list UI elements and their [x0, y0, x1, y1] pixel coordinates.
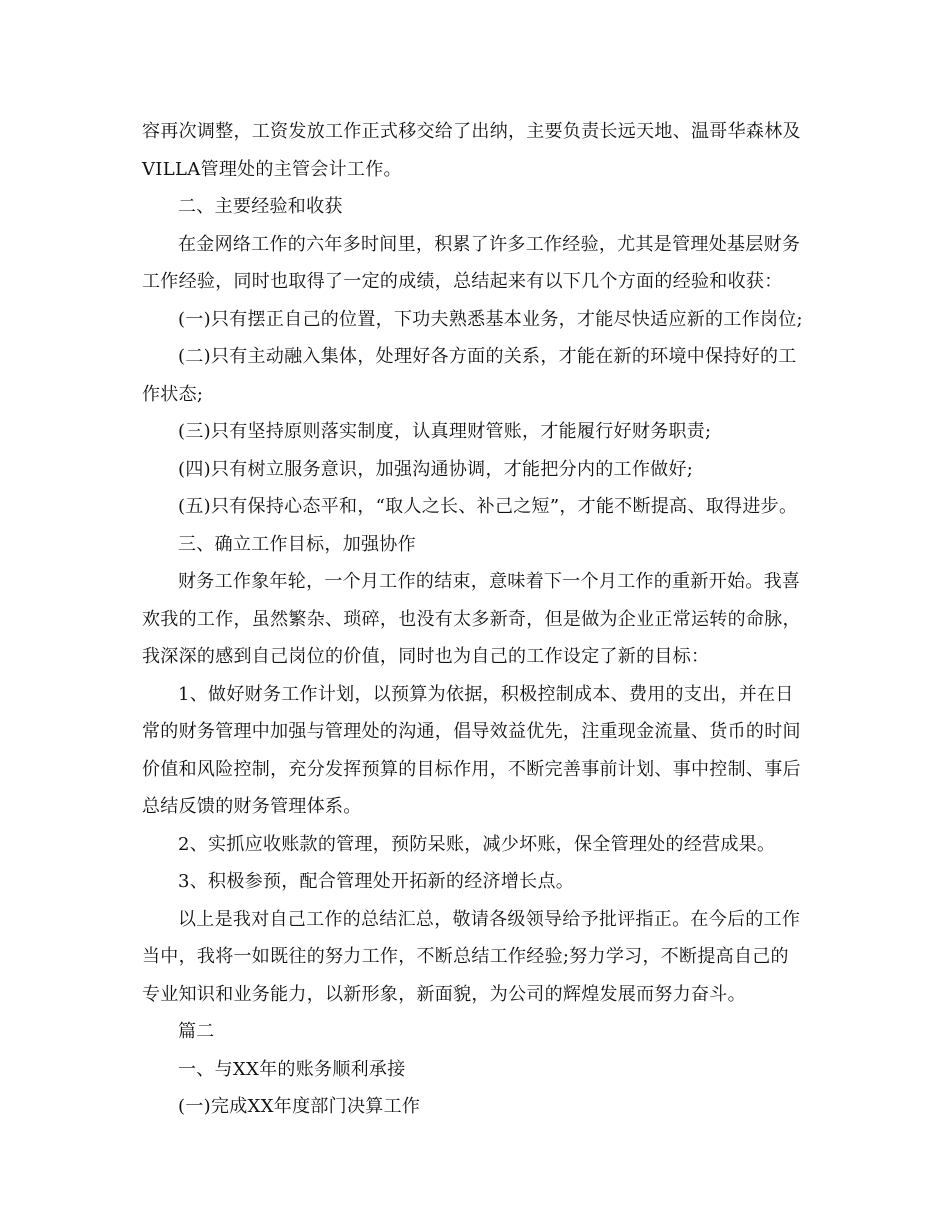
text-line: 总结反馈的财务管理体系。 [142, 796, 362, 817]
text-line: 2、实抓应收账款的管理，预防呆账，减少坏账，保全管理处的经营成果。 [178, 833, 776, 855]
text-line: 在金网络工作的六年多时间里，积累了许多工作经验，尤其是管理处基层财务 [178, 233, 801, 255]
text-line: 容再次调整，工资发放工作正式移交给了出纳，主要负责长远天地、温哥华森林及 [142, 121, 801, 142]
text-line: 作状态; [142, 383, 204, 405]
text-line: 1、做好财务工作计划，以预算为依据，积极控制成本、费用的支出，并在日 [178, 683, 794, 705]
text-line: VILLA管理处的主管会计工作。 [142, 158, 402, 180]
document-body [142, 113, 822, 1126]
text-line: 3、积极参预，配合管理处开拓新的经济增长点。 [178, 871, 575, 892]
text-line: (一)完成XX年度部门决算工作 [178, 1096, 421, 1117]
text-line: 我深深的感到自己岗位的价值，同时也为自己的工作设定了新的目标： [142, 646, 710, 667]
text-line: 篇二 [178, 1021, 215, 1042]
text-line: (一)只有摆正自己的位置，下功夫熟悉基本业务，才能尽快适应新的工作岗位; [178, 308, 803, 330]
text-line: 财务工作象年轮，一个月工作的结束，意味着下一个月工作的重新开始。我喜 [178, 571, 801, 592]
text-line: 欢我的工作，虽然繁杂、琐碎，也没有太多新奇，但是做为企业正常运转的命脉， [142, 608, 801, 630]
text-line: 工作经验，同时也取得了一定的成绩，总结起来有以下几个方面的经验和收获： [142, 271, 783, 292]
text-line: (五)只有保持心态平和，“取人之长、补己之短”，才能不断提高、取得进步。 [178, 496, 798, 517]
text-line: (三)只有坚持原则落实制度，认真理财管账，才能履行好财务职责; [178, 421, 712, 442]
text-line: 专业知识和业务能力，以新形象，新面貌，为公司的辉煌发展而努力奋斗。 [142, 983, 746, 1005]
text-line: 二、主要经验和收获 [178, 196, 343, 217]
text-line: 常的财务管理中加强与管理处的沟通，倡导效益优先，注重现金流量、货币的时间 [142, 721, 801, 742]
text-line: (二)只有主动融入集体，处理好各方面的关系，才能在新的环境中保持好的工 [178, 346, 797, 367]
text-line: 一、与XX年的账务顺利承接 [178, 1058, 406, 1080]
text-line: 三、确立工作目标，加强协作 [178, 533, 416, 555]
text-line: 以上是我对自己工作的总结汇总，敬请各级领导给予批评指正。在今后的工作 [178, 908, 801, 930]
text-line: 当中，我将一如既往的努力工作，不断总结工作经验;努力学习，不断提高自己的 [142, 946, 789, 967]
text-line: (四)只有树立服务意识，加强沟通协调，才能把分内的工作做好; [178, 458, 694, 480]
text-line: 价值和风险控制，充分发挥预算的目标作用，不断完善事前计划、事中控制、事后 [142, 758, 801, 780]
